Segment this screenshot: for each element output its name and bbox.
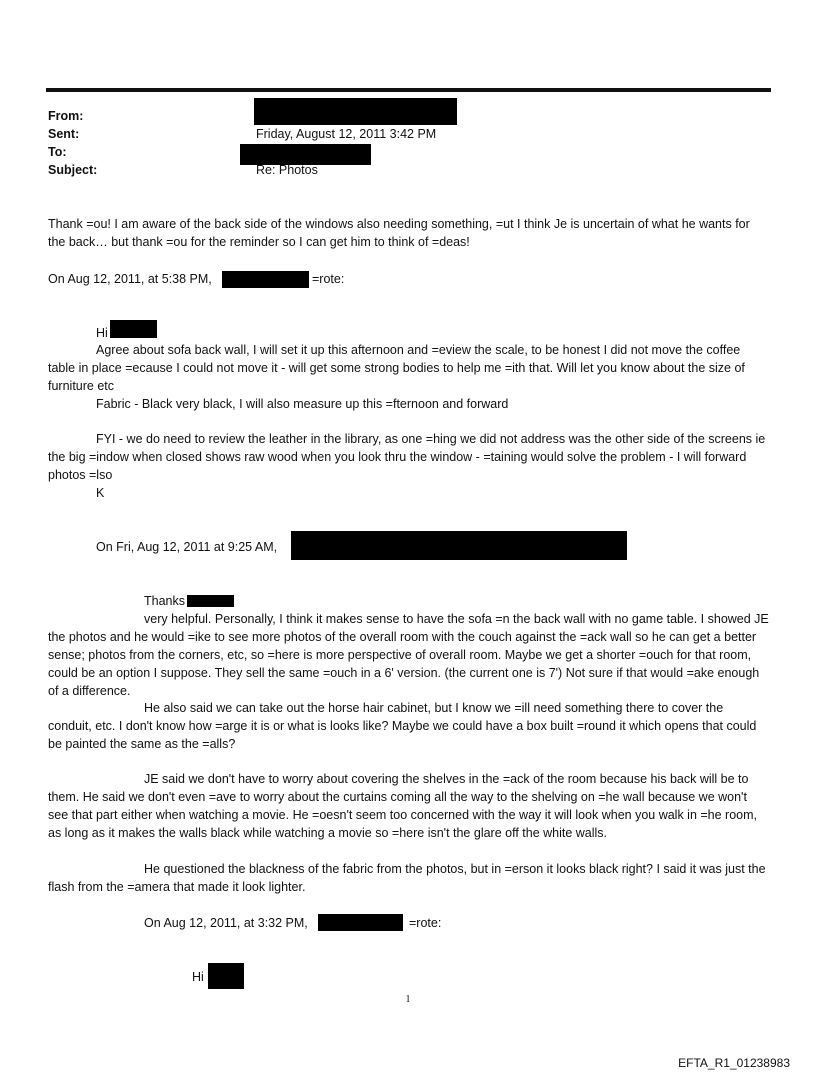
quote1-suffix: =rote: bbox=[312, 272, 345, 286]
to-label: To: bbox=[48, 145, 67, 159]
msg1-signature: K bbox=[96, 486, 105, 500]
header-rule bbox=[46, 88, 771, 92]
redacted-quote3-sender bbox=[318, 914, 403, 931]
msg2-greeting: Thanks bbox=[144, 594, 185, 608]
sent-label: Sent: bbox=[48, 127, 80, 141]
msg2-paragraph-4: He questioned the blackness of the fabric from the photos, but in =erson it looks black right? I said it was just the flash from the =amera that made it look lighter. bbox=[48, 862, 766, 894]
msg1-paragraph-2: Fabric - Black very black, I will also measure up this =fternoon and forward bbox=[96, 397, 509, 411]
msg2-paragraph-1: very helpful. Personally, I think it makes sense to have the sofa =n the back wall with no game table. I showed JE the photos and he would =ike to see more photos of the overall room with the couch against the =ack wall so he can get a better sense; photos from the corners, etc, so =here is more perspective of overall room. Maybe we get a shorter =ouch for that room, could be an option I suppose. They sell the same =ouch in a 6' version. (the current one is 7') Not sure if that would =ake enough of a difference. bbox=[48, 612, 769, 698]
document-id: EFTA_R1_01238983 bbox=[678, 1056, 790, 1070]
quote2-prefix: On Fri, Aug 12, 2011 at 9:25 AM, bbox=[96, 540, 278, 554]
reply-paragraph: Thank =ou! I am aware of the back side of the windows also needing something, =ut I think Je is uncertain of what he wants for the back… but thank =ou for the reminder so I can get him to think of =deas! bbox=[48, 217, 750, 249]
msg1-paragraph-1: Agree about sofa back wall, I will set it up this afternoon and =eview the scale, to be honest I did not move the coffee table in place =ecause I could not move it - will get some strong bodies to help me =ith that. Will let you know about the size of furniture etc bbox=[48, 343, 745, 393]
quote3-suffix: =rote: bbox=[409, 916, 442, 930]
redacted-quote1-sender bbox=[222, 271, 309, 288]
msg1-paragraph-3: FYI - we do need to review the leather in the library, as one =hing we did not address was the other side of the screens ie the big =indow when closed shows raw wood when you look thru the window - =taining would solve the problem - I will forward photos =lso bbox=[48, 432, 766, 482]
redacted-msg2-name bbox=[187, 595, 234, 607]
subject-value: Re: Photos bbox=[256, 163, 318, 177]
quote1-prefix: On Aug 12, 2011, at 5:38 PM, bbox=[48, 272, 212, 286]
msg2-paragraph-2: He also said we can take out the horse hair cabinet, but I know we =ill need something there to cover the conduit, etc. I don't know how =arge it is or what is looks like? Maybe we could have a box built =round it which opens that could be painted the same as the =alls? bbox=[48, 701, 757, 751]
redacted-msg3-name bbox=[208, 963, 244, 989]
redacted-msg1-name bbox=[110, 320, 157, 338]
from-label: From: bbox=[48, 109, 84, 123]
redacted-from bbox=[254, 98, 457, 125]
quote3-prefix: On Aug 12, 2011, at 3:32 PM, bbox=[144, 916, 308, 930]
subject-label: Subject: bbox=[48, 163, 98, 177]
redacted-quote2-sender bbox=[291, 531, 627, 560]
page-number: 1 bbox=[405, 994, 411, 1005]
msg3-greeting: Hi bbox=[192, 970, 204, 984]
msg2-paragraph-3: JE said we don't have to worry about covering the shelves in the =ack of the room because his back will be to them. He said we don't even =ave to worry about the curtains coming all the way to the shelving on =he wall because we won't see that part either when watching a movie. He =oesn't seem too concerned with the way it will look when you walk in =he room, as long as it makes the walls black while watching a movie so =here isn't the glare off the white walls. bbox=[48, 772, 758, 840]
msg1-greeting: Hi bbox=[96, 326, 108, 340]
sent-value: Friday, August 12, 2011 3:42 PM bbox=[256, 127, 437, 141]
